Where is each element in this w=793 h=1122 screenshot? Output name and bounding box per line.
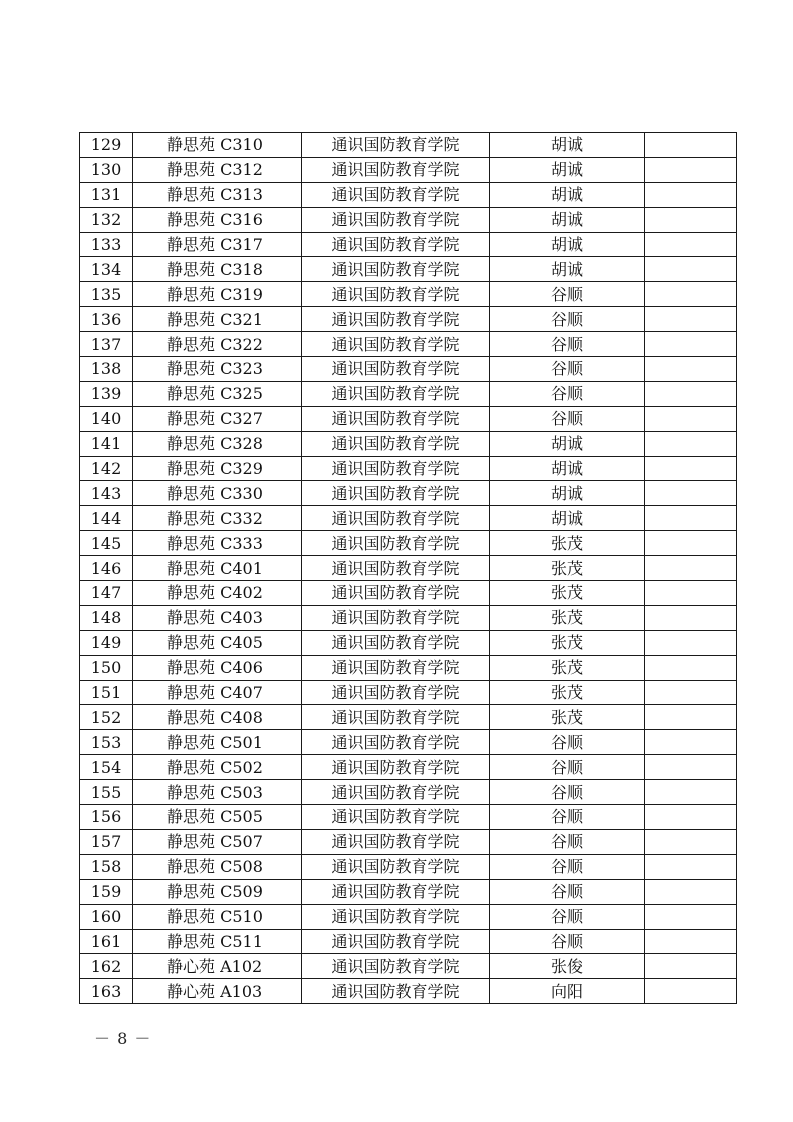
room-cell: 静思苑 C328 (133, 431, 302, 456)
college-cell: 通识国防教育学院 (302, 157, 490, 182)
college-cell: 通识国防教育学院 (302, 381, 490, 406)
note-cell (645, 655, 737, 680)
college-cell: 通识国防教育学院 (302, 232, 490, 257)
person-cell: 张茂 (490, 581, 645, 606)
room-cell: 静思苑 C511 (133, 929, 302, 954)
person-cell: 谷顺 (490, 406, 645, 431)
note-cell (645, 879, 737, 904)
person-cell: 向阳 (490, 979, 645, 1004)
row-number-cell: 133 (80, 232, 133, 257)
college-cell: 通识国防教育学院 (302, 805, 490, 830)
table-row (80, 879, 737, 904)
table-row (80, 780, 737, 805)
table-row (80, 556, 737, 581)
person-cell: 谷顺 (490, 332, 645, 357)
table-row (80, 954, 737, 979)
note-cell (645, 332, 737, 357)
table-row (80, 630, 737, 655)
person-cell: 谷顺 (490, 829, 645, 854)
person-cell: 谷顺 (490, 307, 645, 332)
note-cell (645, 431, 737, 456)
room-cell: 静思苑 C330 (133, 481, 302, 506)
table-row (80, 581, 737, 606)
note-cell (645, 481, 737, 506)
row-number-cell: 141 (80, 431, 133, 456)
row-number-cell: 138 (80, 357, 133, 382)
person-cell: 胡诚 (490, 481, 645, 506)
college-cell: 通识国防教育学院 (302, 556, 490, 581)
college-cell: 通识国防教育学院 (302, 506, 490, 531)
table-row (80, 705, 737, 730)
person-cell: 胡诚 (490, 431, 645, 456)
room-cell: 静思苑 C333 (133, 531, 302, 556)
table-row (80, 307, 737, 332)
college-cell: 通识国防教育学院 (302, 307, 490, 332)
person-cell: 谷顺 (490, 755, 645, 780)
row-number-cell: 161 (80, 929, 133, 954)
college-cell: 通识国防教育学院 (302, 755, 490, 780)
room-cell: 静思苑 C317 (133, 232, 302, 257)
row-number-cell: 162 (80, 954, 133, 979)
college-cell: 通识国防教育学院 (302, 829, 490, 854)
college-cell: 通识国防教育学院 (302, 854, 490, 879)
table-row (80, 730, 737, 755)
table-row (80, 232, 737, 257)
row-number-cell: 163 (80, 979, 133, 1004)
room-cell: 静心苑 A103 (133, 979, 302, 1004)
table-row (80, 332, 737, 357)
room-cell: 静心苑 A102 (133, 954, 302, 979)
row-number-cell: 142 (80, 456, 133, 481)
room-cell: 静思苑 C501 (133, 730, 302, 755)
room-cell: 静思苑 C502 (133, 755, 302, 780)
table-row (80, 406, 737, 431)
row-number-cell: 147 (80, 581, 133, 606)
note-cell (645, 829, 737, 854)
row-number-cell: 140 (80, 406, 133, 431)
note-cell (645, 506, 737, 531)
row-number-cell: 143 (80, 481, 133, 506)
room-cell: 静思苑 C310 (133, 133, 302, 158)
room-cell: 静思苑 C407 (133, 680, 302, 705)
table-row (80, 456, 737, 481)
room-cell: 静思苑 C332 (133, 506, 302, 531)
row-number-cell: 150 (80, 655, 133, 680)
note-cell (645, 232, 737, 257)
college-cell: 通识国防教育学院 (302, 929, 490, 954)
table-row (80, 655, 737, 680)
person-cell: 谷顺 (490, 854, 645, 879)
room-cell: 静思苑 C503 (133, 780, 302, 805)
person-cell: 胡诚 (490, 232, 645, 257)
room-cell: 静思苑 C401 (133, 556, 302, 581)
table-row (80, 979, 737, 1004)
row-number-cell: 136 (80, 307, 133, 332)
room-cell: 静思苑 C318 (133, 257, 302, 282)
college-cell: 通识国防教育学院 (302, 257, 490, 282)
person-cell: 胡诚 (490, 157, 645, 182)
note-cell (645, 805, 737, 830)
room-cell: 静思苑 C408 (133, 705, 302, 730)
person-cell: 张茂 (490, 705, 645, 730)
college-cell: 通识国防教育学院 (302, 357, 490, 382)
table-row (80, 207, 737, 232)
note-cell (645, 605, 737, 630)
college-cell: 通识国防教育学院 (302, 705, 490, 730)
room-cell: 静思苑 C406 (133, 655, 302, 680)
note-cell (645, 780, 737, 805)
college-cell: 通识国防教育学院 (302, 456, 490, 481)
college-cell: 通识国防教育学院 (302, 630, 490, 655)
table-row (80, 157, 737, 182)
note-cell (645, 207, 737, 232)
college-cell: 通识国防教育学院 (302, 954, 490, 979)
row-number-cell: 157 (80, 829, 133, 854)
table-row (80, 431, 737, 456)
table-row (80, 605, 737, 630)
room-cell: 静思苑 C510 (133, 904, 302, 929)
table-row (80, 805, 737, 830)
room-cell: 静思苑 C508 (133, 854, 302, 879)
room-cell: 静思苑 C507 (133, 829, 302, 854)
room-cell: 静思苑 C316 (133, 207, 302, 232)
row-number-cell: 160 (80, 904, 133, 929)
room-cell: 静思苑 C312 (133, 157, 302, 182)
note-cell (645, 904, 737, 929)
row-number-cell: 151 (80, 680, 133, 705)
note-cell (645, 929, 737, 954)
room-cell: 静思苑 C329 (133, 456, 302, 481)
person-cell: 谷顺 (490, 381, 645, 406)
person-cell: 谷顺 (490, 780, 645, 805)
row-number-cell: 135 (80, 282, 133, 307)
person-cell: 谷顺 (490, 929, 645, 954)
note-cell (645, 406, 737, 431)
row-number-cell: 134 (80, 257, 133, 282)
note-cell (645, 979, 737, 1004)
note-cell (645, 307, 737, 332)
person-cell: 谷顺 (490, 879, 645, 904)
row-number-cell: 156 (80, 805, 133, 830)
college-cell: 通识国防教育学院 (302, 406, 490, 431)
note-cell (645, 157, 737, 182)
person-cell: 胡诚 (490, 257, 645, 282)
college-cell: 通识国防教育学院 (302, 133, 490, 158)
room-cell: 静思苑 C321 (133, 307, 302, 332)
note-cell (645, 854, 737, 879)
room-cell: 静思苑 C403 (133, 605, 302, 630)
college-cell: 通识国防教育学院 (302, 780, 490, 805)
note-cell (645, 456, 737, 481)
table-row (80, 829, 737, 854)
table-row (80, 929, 737, 954)
college-cell: 通识国防教育学院 (302, 655, 490, 680)
row-number-cell: 145 (80, 531, 133, 556)
note-cell (645, 257, 737, 282)
college-cell: 通识国防教育学院 (302, 680, 490, 705)
room-cell: 静思苑 C319 (133, 282, 302, 307)
college-cell: 通识国防教育学院 (302, 182, 490, 207)
note-cell (645, 755, 737, 780)
college-cell: 通识国防教育学院 (302, 605, 490, 630)
note-cell (645, 581, 737, 606)
row-number-cell: 137 (80, 332, 133, 357)
person-cell: 张茂 (490, 655, 645, 680)
table-row (80, 531, 737, 556)
table-row (80, 133, 737, 158)
room-cell: 静思苑 C505 (133, 805, 302, 830)
table-row (80, 257, 737, 282)
person-cell: 张茂 (490, 680, 645, 705)
college-cell: 通识国防教育学院 (302, 481, 490, 506)
room-cell: 静思苑 C327 (133, 406, 302, 431)
row-number-cell: 129 (80, 133, 133, 158)
note-cell (645, 531, 737, 556)
table-row (80, 904, 737, 929)
college-cell: 通识国防教育学院 (302, 904, 490, 929)
row-number-cell: 154 (80, 755, 133, 780)
row-number-cell: 149 (80, 630, 133, 655)
table-body (80, 133, 737, 1004)
table-row (80, 854, 737, 879)
person-cell: 谷顺 (490, 357, 645, 382)
table-row (80, 282, 737, 307)
room-cell: 静思苑 C509 (133, 879, 302, 904)
table-row (80, 506, 737, 531)
person-cell: 谷顺 (490, 730, 645, 755)
person-cell: 谷顺 (490, 904, 645, 929)
row-number-cell: 144 (80, 506, 133, 531)
person-cell: 胡诚 (490, 207, 645, 232)
person-cell: 胡诚 (490, 506, 645, 531)
note-cell (645, 182, 737, 207)
person-cell: 张茂 (490, 556, 645, 581)
college-cell: 通识国防教育学院 (302, 879, 490, 904)
room-cell: 静思苑 C325 (133, 381, 302, 406)
room-cell: 静思苑 C402 (133, 581, 302, 606)
note-cell (645, 630, 737, 655)
college-cell: 通识国防教育学院 (302, 282, 490, 307)
row-number-cell: 159 (80, 879, 133, 904)
row-number-cell: 153 (80, 730, 133, 755)
college-cell: 通识国防教育学院 (302, 207, 490, 232)
college-cell: 通识国防教育学院 (302, 979, 490, 1004)
college-cell: 通识国防教育学院 (302, 581, 490, 606)
row-number-cell: 158 (80, 854, 133, 879)
room-cell: 静思苑 C323 (133, 357, 302, 382)
note-cell (645, 282, 737, 307)
page-number: － 8 － (94, 1029, 152, 1048)
table-row (80, 680, 737, 705)
table-row (80, 755, 737, 780)
note-cell (645, 133, 737, 158)
row-number-cell: 155 (80, 780, 133, 805)
person-cell: 谷顺 (490, 282, 645, 307)
row-number-cell: 132 (80, 207, 133, 232)
room-cell: 静思苑 C322 (133, 332, 302, 357)
note-cell (645, 954, 737, 979)
person-cell: 胡诚 (490, 456, 645, 481)
note-cell (645, 730, 737, 755)
row-number-cell: 139 (80, 381, 133, 406)
person-cell: 胡诚 (490, 182, 645, 207)
person-cell: 胡诚 (490, 133, 645, 158)
row-number-cell: 152 (80, 705, 133, 730)
college-cell: 通识国防教育学院 (302, 431, 490, 456)
college-cell: 通识国防教育学院 (302, 531, 490, 556)
person-cell: 张茂 (490, 605, 645, 630)
table-row (80, 481, 737, 506)
person-cell: 张茂 (490, 531, 645, 556)
room-cell: 静思苑 C405 (133, 630, 302, 655)
row-number-cell: 131 (80, 182, 133, 207)
note-cell (645, 357, 737, 382)
note-cell (645, 556, 737, 581)
table-row (80, 182, 737, 207)
row-number-cell: 146 (80, 556, 133, 581)
note-cell (645, 705, 737, 730)
college-cell: 通识国防教育学院 (302, 332, 490, 357)
person-cell: 张俊 (490, 954, 645, 979)
college-cell: 通识国防教育学院 (302, 730, 490, 755)
note-cell (645, 381, 737, 406)
room-assignment-table (79, 132, 737, 1004)
person-cell: 张茂 (490, 630, 645, 655)
person-cell: 谷顺 (490, 805, 645, 830)
row-number-cell: 130 (80, 157, 133, 182)
note-cell (645, 680, 737, 705)
table-row (80, 381, 737, 406)
room-cell: 静思苑 C313 (133, 182, 302, 207)
table-row (80, 357, 737, 382)
row-number-cell: 148 (80, 605, 133, 630)
